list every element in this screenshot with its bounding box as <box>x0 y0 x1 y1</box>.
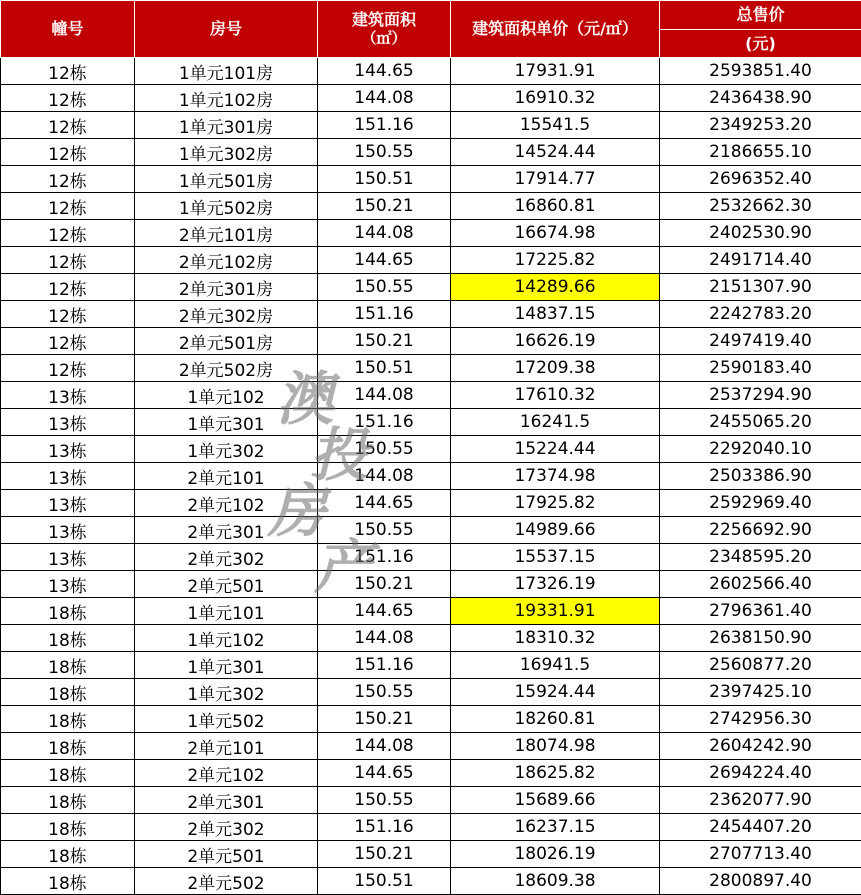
cell-building: 12栋 <box>1 328 135 355</box>
cell-room: 2单元102 <box>135 490 318 517</box>
table-row <box>1 112 861 139</box>
cell-building: 12栋 <box>1 166 135 193</box>
header-area-line2: （㎡） <box>361 29 407 47</box>
cell-area: 150.51 <box>318 868 451 895</box>
table-row <box>1 193 861 220</box>
table-row <box>1 598 861 625</box>
table-row <box>1 652 861 679</box>
table-row <box>1 625 861 652</box>
cell-price: 15541.5 <box>451 112 660 139</box>
cell-total: 2491714.40 <box>660 247 861 274</box>
table-row <box>1 679 861 706</box>
cell-price: 15224.44 <box>451 436 660 463</box>
table-row <box>1 382 861 409</box>
cell-building: 13栋 <box>1 463 135 490</box>
table-row <box>1 517 861 544</box>
cell-total: 2694224.40 <box>660 760 861 787</box>
cell-price: 18310.32 <box>451 625 660 652</box>
cell-total: 2696352.40 <box>660 166 861 193</box>
cell-room: 1单元301房 <box>135 112 318 139</box>
cell-building: 18栋 <box>1 625 135 652</box>
cell-total: 2602566.40 <box>660 571 861 598</box>
cell-area: 150.21 <box>318 328 451 355</box>
cell-room: 2单元301 <box>135 787 318 814</box>
cell-total: 2292040.10 <box>660 436 861 463</box>
table-row <box>1 139 861 166</box>
cell-building: 13栋 <box>1 436 135 463</box>
watermark-char-3: 房 <box>268 477 327 545</box>
table-row <box>1 301 861 328</box>
cell-total: 2455065.20 <box>660 409 861 436</box>
cell-price: 17209.38 <box>451 355 660 382</box>
cell-building: 18栋 <box>1 706 135 733</box>
cell-price: 17326.19 <box>451 571 660 598</box>
cell-total: 2800897.40 <box>660 868 861 895</box>
table-row <box>1 490 861 517</box>
table-body <box>1 58 861 895</box>
cell-price: 17925.82 <box>451 490 660 517</box>
cell-area: 150.55 <box>318 436 451 463</box>
cell-area: 144.08 <box>318 733 451 760</box>
cell-room: 2单元102房 <box>135 247 318 274</box>
cell-room: 1单元102 <box>135 382 318 409</box>
table-row <box>1 463 861 490</box>
cell-room: 1单元102 <box>135 625 318 652</box>
cell-building: 12栋 <box>1 274 135 301</box>
cell-area: 151.16 <box>318 814 451 841</box>
cell-room: 2单元502房 <box>135 355 318 382</box>
table-row <box>1 733 861 760</box>
cell-total: 2348595.20 <box>660 544 861 571</box>
cell-price: 18260.81 <box>451 706 660 733</box>
cell-area: 150.51 <box>318 166 451 193</box>
header-building: 幢号 <box>1 1 135 58</box>
cell-price: 16910.32 <box>451 85 660 112</box>
cell-area: 150.55 <box>318 679 451 706</box>
cell-total: 2796361.40 <box>660 598 861 625</box>
cell-total: 2590183.40 <box>660 355 861 382</box>
header-unit-price: 建筑面积单价（元/㎡） <box>451 1 660 58</box>
cell-total: 2592969.40 <box>660 490 861 517</box>
cell-total: 2402530.90 <box>660 220 861 247</box>
cell-room: 1单元101房 <box>135 58 318 85</box>
cell-building: 18栋 <box>1 787 135 814</box>
cell-area: 151.16 <box>318 409 451 436</box>
cell-room: 2单元302 <box>135 814 318 841</box>
cell-total: 2604242.90 <box>660 733 861 760</box>
cell-price: 14837.15 <box>451 301 660 328</box>
header-total-line2: (元) <box>660 30 861 58</box>
cell-price: 15537.15 <box>451 544 660 571</box>
cell-area: 144.08 <box>318 382 451 409</box>
watermark-char-4: 产 <box>314 533 373 601</box>
cell-area: 150.51 <box>318 355 451 382</box>
cell-room: 2单元301 <box>135 517 318 544</box>
cell-building: 12栋 <box>1 112 135 139</box>
cell-price: 18609.38 <box>451 868 660 895</box>
cell-area: 150.55 <box>318 517 451 544</box>
cell-total: 2638150.90 <box>660 625 861 652</box>
cell-building: 18栋 <box>1 868 135 895</box>
cell-price: 14524.44 <box>451 139 660 166</box>
cell-building: 13栋 <box>1 544 135 571</box>
watermark-char-2: 投 <box>310 421 369 489</box>
cell-area: 150.55 <box>318 787 451 814</box>
cell-building: 18栋 <box>1 841 135 868</box>
cell-room: 2单元302 <box>135 544 318 571</box>
cell-area: 144.65 <box>318 247 451 274</box>
table-row <box>1 787 861 814</box>
table-row <box>1 274 861 301</box>
cell-building: 12栋 <box>1 193 135 220</box>
cell-price: 16241.5 <box>451 409 660 436</box>
cell-price: 14289.66 <box>451 274 660 301</box>
cell-room: 2单元502 <box>135 868 318 895</box>
cell-area: 144.65 <box>318 58 451 85</box>
cell-price: 14989.66 <box>451 517 660 544</box>
cell-price: 16237.15 <box>451 814 660 841</box>
cell-price: 19331.91 <box>451 598 660 625</box>
table-row <box>1 355 861 382</box>
cell-area: 150.21 <box>318 841 451 868</box>
cell-area: 151.16 <box>318 301 451 328</box>
table-row <box>1 85 861 112</box>
cell-room: 1单元301 <box>135 409 318 436</box>
cell-total: 2362077.90 <box>660 787 861 814</box>
cell-building: 12栋 <box>1 355 135 382</box>
table-row <box>1 58 861 85</box>
table-row <box>1 571 861 598</box>
table-row <box>1 220 861 247</box>
cell-building: 18栋 <box>1 814 135 841</box>
table-row <box>1 814 861 841</box>
cell-total: 2397425.10 <box>660 679 861 706</box>
cell-total: 2593851.40 <box>660 58 861 85</box>
cell-area: 144.65 <box>318 598 451 625</box>
cell-room: 1单元101 <box>135 598 318 625</box>
cell-room: 2单元102 <box>135 760 318 787</box>
cell-area: 144.08 <box>318 85 451 112</box>
cell-building: 13栋 <box>1 382 135 409</box>
cell-price: 17914.77 <box>451 166 660 193</box>
table-row <box>1 247 861 274</box>
cell-price: 16860.81 <box>451 193 660 220</box>
cell-area: 150.21 <box>318 193 451 220</box>
table-row <box>1 868 861 895</box>
cell-area: 150.55 <box>318 274 451 301</box>
table-header <box>1 1 861 58</box>
watermark-char-1: 澳 <box>276 365 335 433</box>
cell-price: 18074.98 <box>451 733 660 760</box>
cell-room: 2单元501 <box>135 571 318 598</box>
cell-total: 2497419.40 <box>660 328 861 355</box>
header-area <box>318 1 451 58</box>
cell-total: 2242783.20 <box>660 301 861 328</box>
cell-price: 18026.19 <box>451 841 660 868</box>
cell-building: 12栋 <box>1 85 135 112</box>
header-total-line1: 总售价 <box>660 1 861 30</box>
cell-room: 2单元301房 <box>135 274 318 301</box>
table-row <box>1 841 861 868</box>
cell-total: 2349253.20 <box>660 112 861 139</box>
cell-total: 2532662.30 <box>660 193 861 220</box>
cell-area: 144.65 <box>318 490 451 517</box>
cell-price: 15689.66 <box>451 787 660 814</box>
cell-area: 151.16 <box>318 112 451 139</box>
cell-room: 1单元502房 <box>135 193 318 220</box>
header-area-line1: 建筑面积 <box>351 10 416 30</box>
cell-building: 12栋 <box>1 58 135 85</box>
cell-price: 16941.5 <box>451 652 660 679</box>
cell-building: 18栋 <box>1 598 135 625</box>
cell-building: 18栋 <box>1 652 135 679</box>
cell-building: 13栋 <box>1 490 135 517</box>
cell-price: 15924.44 <box>451 679 660 706</box>
cell-building: 18栋 <box>1 760 135 787</box>
cell-building: 18栋 <box>1 679 135 706</box>
cell-price: 17374.98 <box>451 463 660 490</box>
cell-total: 2503386.90 <box>660 463 861 490</box>
cell-total: 2436438.90 <box>660 85 861 112</box>
table-row <box>1 166 861 193</box>
cell-room: 2单元101房 <box>135 220 318 247</box>
cell-total: 2742956.30 <box>660 706 861 733</box>
cell-price: 16674.98 <box>451 220 660 247</box>
cell-area: 144.08 <box>318 220 451 247</box>
cell-building: 12栋 <box>1 301 135 328</box>
cell-room: 1单元102房 <box>135 85 318 112</box>
cell-building: 12栋 <box>1 220 135 247</box>
cell-price: 17931.91 <box>451 58 660 85</box>
cell-total: 2537294.90 <box>660 382 861 409</box>
cell-area: 150.55 <box>318 139 451 166</box>
cell-total: 2186655.10 <box>660 139 861 166</box>
table-row <box>1 760 861 787</box>
cell-area: 144.08 <box>318 625 451 652</box>
cell-area: 150.21 <box>318 706 451 733</box>
cell-area: 150.21 <box>318 571 451 598</box>
cell-room: 1单元502 <box>135 706 318 733</box>
table-row <box>1 436 861 463</box>
cell-total: 2454407.20 <box>660 814 861 841</box>
table-row <box>1 706 861 733</box>
cell-building: 13栋 <box>1 517 135 544</box>
cell-room: 2单元302房 <box>135 301 318 328</box>
cell-price: 17225.82 <box>451 247 660 274</box>
cell-price: 16626.19 <box>451 328 660 355</box>
cell-room: 2单元501 <box>135 841 318 868</box>
table-row <box>1 544 861 571</box>
cell-total: 2151307.90 <box>660 274 861 301</box>
cell-price: 17610.32 <box>451 382 660 409</box>
cell-room: 1单元501房 <box>135 166 318 193</box>
cell-area: 144.08 <box>318 463 451 490</box>
cell-building: 18栋 <box>1 733 135 760</box>
cell-building: 12栋 <box>1 247 135 274</box>
cell-total: 2560877.20 <box>660 652 861 679</box>
cell-room: 2单元101 <box>135 733 318 760</box>
cell-area: 151.16 <box>318 652 451 679</box>
cell-room: 1单元302 <box>135 436 318 463</box>
cell-room: 2单元101 <box>135 463 318 490</box>
table-row <box>1 328 861 355</box>
cell-building: 13栋 <box>1 571 135 598</box>
cell-room: 1单元301 <box>135 652 318 679</box>
cell-total: 2256692.90 <box>660 517 861 544</box>
cell-building: 13栋 <box>1 409 135 436</box>
cell-total: 2707713.40 <box>660 841 861 868</box>
cell-room: 2单元501房 <box>135 328 318 355</box>
header-room: 房号 <box>135 1 318 58</box>
cell-area: 144.65 <box>318 760 451 787</box>
cell-building: 12栋 <box>1 139 135 166</box>
cell-area: 151.16 <box>318 544 451 571</box>
cell-room: 1单元302房 <box>135 139 318 166</box>
cell-room: 1单元302 <box>135 679 318 706</box>
table-row <box>1 409 861 436</box>
cell-price: 18625.82 <box>451 760 660 787</box>
